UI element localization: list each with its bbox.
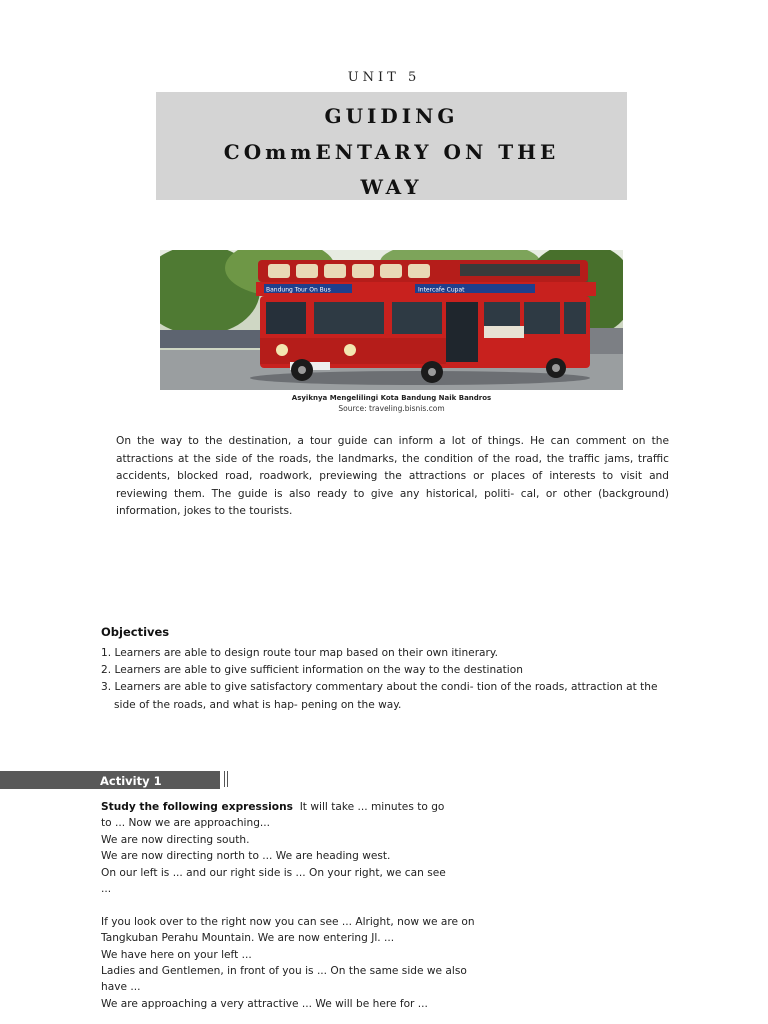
expression-line: We are approaching a very attractive ... We will be here for ...	[101, 997, 428, 1010]
expression-line: On our left is ... and our right side is ... On your right, we can see	[101, 866, 446, 879]
photo-source: Source: traveling.bisnis.com	[338, 404, 445, 413]
expression-line: We are now directing south.	[101, 833, 250, 846]
objective-item: 1. Learners are able to design route tour map based on their own itinerary.	[101, 647, 499, 659]
divider	[227, 771, 228, 787]
expression-line: ...	[101, 883, 112, 896]
expression-line: We have here on your left ...	[101, 948, 252, 961]
bus-side-sign: Intercafe Cupat	[418, 286, 465, 294]
title-line-1: GUIDING	[324, 104, 459, 128]
objectives-list	[101, 645, 671, 714]
expression-line: Study the following expressions It will take ... minutes to go	[101, 801, 445, 813]
activity-header-bar	[0, 771, 220, 789]
divider	[224, 771, 225, 787]
objectives-heading: Objectives	[101, 625, 170, 639]
title-line-3: WAY	[360, 175, 423, 199]
unit-number: UNIT 5	[347, 70, 421, 85]
bus-illustration	[160, 250, 623, 390]
activity-expressions	[101, 799, 501, 1012]
activity-lead: Study the following expressions	[101, 801, 293, 813]
expression-line: Tangkuban Perahu Mountain. We are now entering Jl. ...	[101, 932, 395, 945]
bus-photo	[160, 250, 623, 390]
expression-line: Ladies and Gentlemen, in front of you is ... On the same side we also	[101, 965, 467, 978]
bus-front-sign: Bandung Tour On Bus	[266, 286, 331, 294]
objective-item: 3. Learners are able to give satisfactory commentary about the condi- tion of the roads, attraction at the side of the roads, and what is hap- pening on the way.	[101, 681, 658, 711]
intro-paragraph: On the way to the destination, a tour guide can inform a lot of things. He can comment on the attractions at the side of the roads, the landmarks, the condition of the road, the traffic jams, traffic accidents, blocked road, roadwork, previewing the attractions or places of interests to visit and reviewing them. The guide is also ready to give any historical, politi- cal, or other (background) information, jokes to the tourists.	[116, 435, 669, 517]
expression-line: We are now directing north to ... We are heading west.	[101, 850, 391, 863]
expression-line: to ... Now we are approaching...	[101, 817, 271, 830]
spacer	[101, 897, 501, 913]
photo-caption: Asyiknya Mengelilingi Kota Bandung Naik Bandros	[291, 394, 492, 402]
expression-line: If you look over to the right now you can see ... Alright, now we are on	[101, 915, 475, 928]
activity-label: Activity 1	[100, 774, 162, 788]
expression-line: have ...	[101, 981, 141, 994]
title-line-2: COmmENTARY ON THE	[223, 140, 560, 164]
objective-item: 2. Learners are able to give sufficient information on the way to the destination	[101, 664, 523, 677]
title-box	[156, 92, 627, 200]
